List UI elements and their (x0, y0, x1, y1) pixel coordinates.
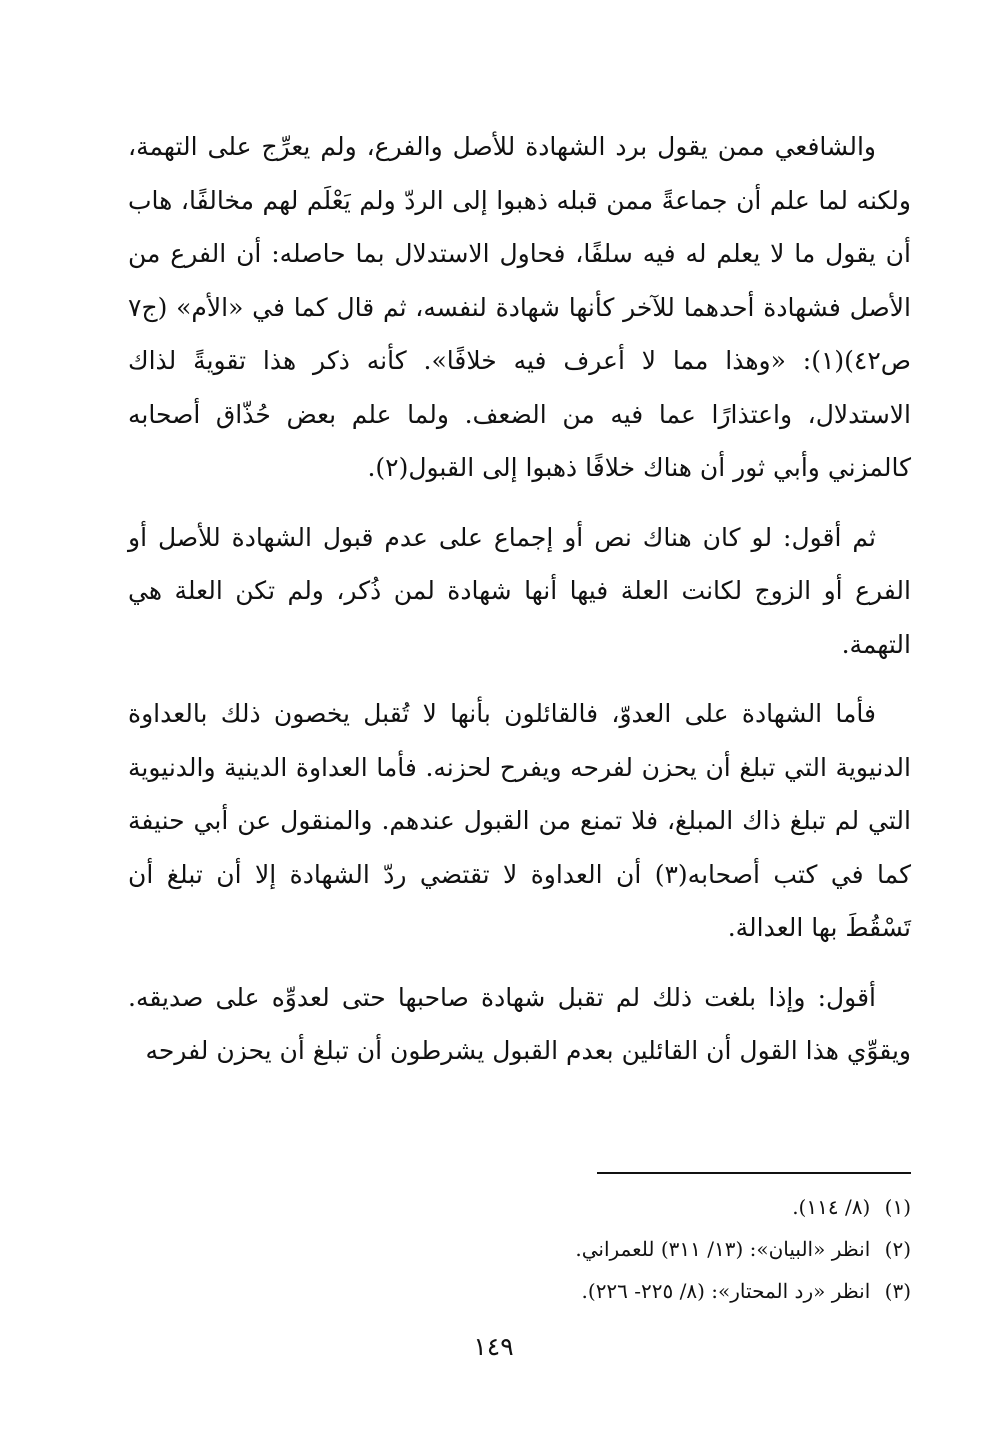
page-number: ١٤٩ (473, 1332, 514, 1361)
paragraph-2: ثم أقول: لو كان هناك نص أو إجماع على عدم قبول الشهادة للأصل أو الفرع أو الزوج لكانت العلة فيها أنها شهادة لمن ذُكر، ولم تكن العلة هي التهمة. (128, 522, 911, 659)
footnote-text-1: (٨/ ١١٤). (792, 1195, 871, 1219)
footnote-text-3: انظر «رد المحتار»: (٨/ ٢٢٥- ٢٢٦). (581, 1279, 871, 1303)
paragraph-3: فأما الشهادة على العدوّ، فالقائلون بأنها لا تُقبل يخصون ذلك بالعداوة الدنيوية التي تبلغ أن يحزن لفرحه ويفرح لحزنه. فأما العداوة الدينية والدنيوية التي لم تبلغ ذاك المبلغ، فلا تمنع من القبول عندهم. والمنقول عن أبي حنيفة كما في كتب أصحابه(٣) أن العداوة لا تقتضي ردّ الشهادة إلا أن تبلغ أن تَسْقُطَ بها العدالة. (128, 699, 912, 942)
footnote-text-2: انظر «البيان»: (١٣/ ٣١١) للعمراني. (575, 1237, 871, 1261)
footnote-number-2: (٢) (884, 1237, 911, 1261)
footnote-3 (128, 1270, 911, 1312)
footnotes (128, 1172, 911, 1312)
footnote-number-3: (٣) (884, 1279, 911, 1303)
footnote-divider (597, 1172, 911, 1174)
footnote-number-1: (١) (884, 1195, 911, 1219)
paragraph-1: والشافعي ممن يقول برد الشهادة للأصل والفرع، ولم يعرِّج على التهمة، ولكنه لما علم أن جماعةً ممن قبله ذهبوا إلى الردّ ولم يَعْلَم لهم مخالفًا، هاب أن يقول ما لا يعلم له فيه سلفًا، فحاول الاستدلال بما حاصله: أن الفرع من الأصل فشهادة أحدهما للآخر كأنها شهادة لنفسه، ثم قال كما في «الأم» (ج٧ ص٤٢)(١): «وهذا مما لا أعرف فيه خلافًا». كأنه ذكر هذا تقويةً لذاك الاستدلال، واعتذارًا عما فيه من الضعف. ولما علم بعض حُذّاق أصحابه كالمزني وأبي ثور أن هناك خلافًا ذهبوا إلى القبول(٢). (128, 132, 911, 482)
paragraph-4: أقول: وإذا بلغت ذلك لم تقبل شهادة صاحبها حتى لعدوِّه على صديقه. ويقوِّي هذا القول أن القائلين بعدم القبول يشرطون أن تبلغ أن يحزن لفرحه (128, 982, 911, 1065)
main-text (128, 120, 911, 1078)
footnote-2 (128, 1228, 911, 1270)
footnote-1 (128, 1186, 911, 1228)
